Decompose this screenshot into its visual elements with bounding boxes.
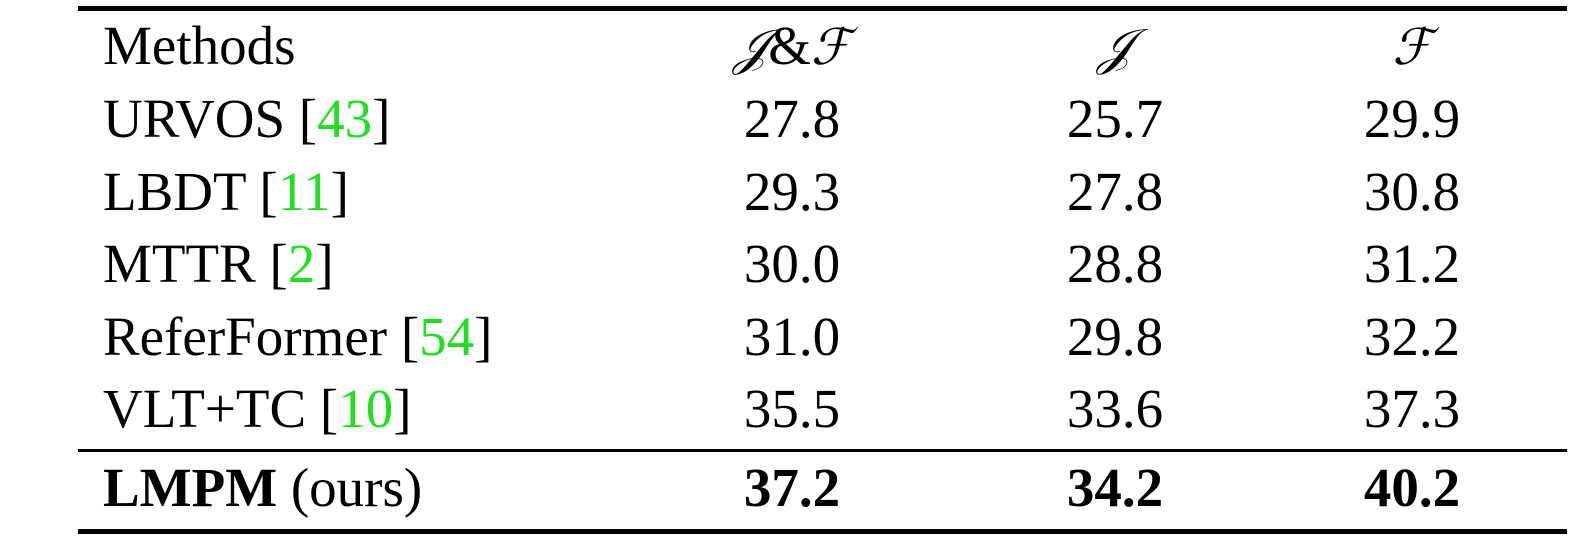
f-value: 30.8 — [1363, 161, 1461, 222]
j-value: 28.8 — [1066, 233, 1164, 294]
jf-value: 30.0 — [743, 233, 841, 294]
j-value: 33.6 — [1066, 378, 1164, 439]
method-name: ReferFormer — [103, 306, 388, 367]
jf-value: 29.3 — [743, 161, 841, 222]
method-name: LBDT — [103, 161, 246, 222]
header-jf-j-symbol: 𝒥 — [733, 18, 769, 76]
citation-link[interactable]: 54 — [419, 306, 475, 367]
header-f — [1262, 11, 1562, 82]
table-row — [0, 84, 1580, 154]
ours-row — [0, 453, 1580, 523]
citation-link[interactable]: 43 — [317, 88, 373, 149]
header-row — [0, 11, 1580, 81]
method-name: MTTR — [103, 233, 256, 294]
citation-link[interactable]: 10 — [338, 378, 394, 439]
f-value: 37.3 — [1363, 378, 1461, 439]
header-jf — [642, 11, 942, 82]
table-row — [0, 374, 1580, 444]
header-f-symbol: ℱ — [1392, 18, 1432, 76]
method-cell: LBDT [11] — [103, 161, 349, 222]
j-value: 25.7 — [1066, 88, 1164, 149]
header-jf-f-symbol: ℱ — [810, 18, 851, 76]
method-cell: ReferFormer [54] — [103, 306, 493, 367]
table-row — [0, 302, 1580, 372]
header-j — [965, 11, 1265, 82]
method-name: URVOS — [103, 88, 286, 149]
method-name: VLT+TC — [103, 378, 307, 439]
ours-suffix: (ours) — [290, 457, 423, 518]
f-value: 31.2 — [1363, 233, 1461, 294]
table-row — [0, 157, 1580, 227]
f-value: 29.9 — [1363, 88, 1461, 149]
header-jf-amp: & — [768, 15, 811, 76]
header-methods: Methods — [103, 15, 296, 76]
ours-jf-value: 37.2 — [743, 457, 841, 518]
method-cell: VLT+TC [10] — [103, 378, 412, 439]
method-cell: MTTR [2] — [103, 233, 334, 294]
method-cell — [103, 453, 422, 523]
ours-f-value: 40.2 — [1363, 457, 1461, 518]
j-value: 29.8 — [1066, 306, 1164, 367]
j-value: 27.8 — [1066, 161, 1164, 222]
jf-value: 35.5 — [743, 378, 841, 439]
header-j-symbol: 𝒥 — [1097, 18, 1133, 76]
table-row — [0, 229, 1580, 299]
ours-j-value: 34.2 — [1066, 457, 1164, 518]
jf-value: 31.0 — [743, 306, 841, 367]
method-cell: URVOS [43] — [103, 88, 391, 149]
citation-link[interactable]: 11 — [277, 161, 331, 222]
citation-link[interactable]: 2 — [287, 233, 316, 294]
mid-rule — [78, 449, 1567, 452]
ours-method-name: LMPM — [103, 457, 278, 518]
jf-value: 27.8 — [743, 88, 841, 149]
f-value: 32.2 — [1363, 306, 1461, 367]
bottom-rule — [78, 529, 1567, 534]
